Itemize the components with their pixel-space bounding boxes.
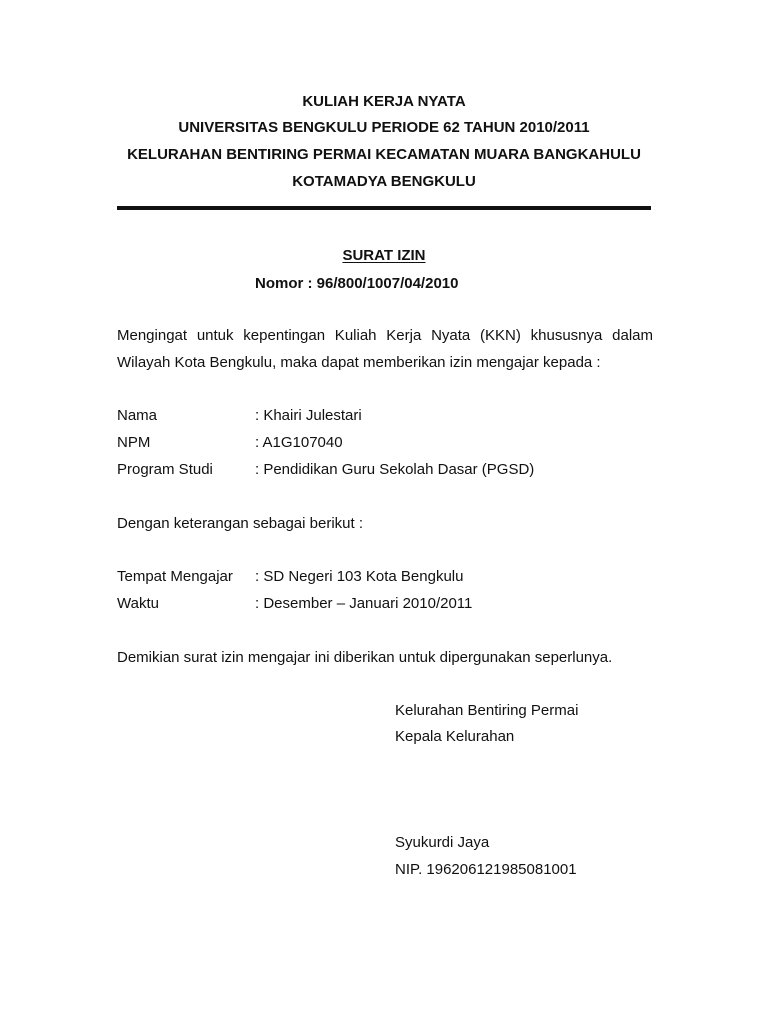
- field-label: NPM: [117, 434, 151, 451]
- signature-nip: NIP. 196206121985081001: [395, 861, 577, 878]
- signature-position: Kepala Kelurahan: [395, 728, 515, 745]
- letter-number: Nomor : 96/800/1007/04/2010: [255, 275, 459, 292]
- letter-title-text: SURAT IZIN: [342, 247, 426, 264]
- header-program: KULIAH KERJA NYATA: [302, 93, 466, 110]
- intro-line-2: Wilayah Kota Bengkulu, maka dapat memberikan izin mengajar kepada :: [117, 354, 601, 371]
- field-value: : Pendidikan Guru Sekolah Dasar (PGSD): [255, 461, 535, 478]
- field-row-nama: [117, 406, 362, 426]
- field-row-program-studi: [117, 460, 534, 480]
- field-value: : SD Negeri 103 Kota Bengkulu: [255, 568, 464, 585]
- signature-name: Syukurdi Jaya: [395, 834, 490, 851]
- field-value: : Desember – Januari 2010/2011: [255, 595, 473, 612]
- field-value: : Khairi Julestari: [255, 407, 362, 424]
- field-label: Program Studi: [117, 461, 213, 478]
- field-label: Nama: [117, 407, 158, 424]
- field-value: : A1G107040: [255, 434, 343, 451]
- header-divider: [117, 206, 651, 210]
- header-city: KOTAMADYA BENGKULU: [292, 173, 476, 190]
- header-kelurahan: KELURAHAN BENTIRING PERMAI KECAMATAN MUARA BANGKAHULU: [127, 146, 641, 163]
- field-row-npm: [117, 433, 343, 453]
- field-row-tempat-mengajar: [117, 567, 463, 587]
- details-intro: Dengan keterangan sebagai berikut :: [117, 515, 364, 532]
- signature-office: Kelurahan Bentiring Permai: [395, 702, 579, 719]
- closing-statement: Demikian surat izin mengajar ini diberikan untuk dipergunakan seperlunya.: [117, 649, 613, 666]
- field-label: Tempat Mengajar: [117, 568, 233, 585]
- intro-line-1: Mengingat untuk kepentingan Kuliah Kerja Nyata (KKN) khususnya dalam: [117, 327, 653, 344]
- header-university: UNIVERSITAS BENGKULU PERIODE 62 TAHUN 2010/2011: [178, 119, 590, 136]
- field-row-waktu: [117, 594, 472, 614]
- letter-title: [0, 246, 768, 266]
- field-label: Waktu: [117, 595, 159, 612]
